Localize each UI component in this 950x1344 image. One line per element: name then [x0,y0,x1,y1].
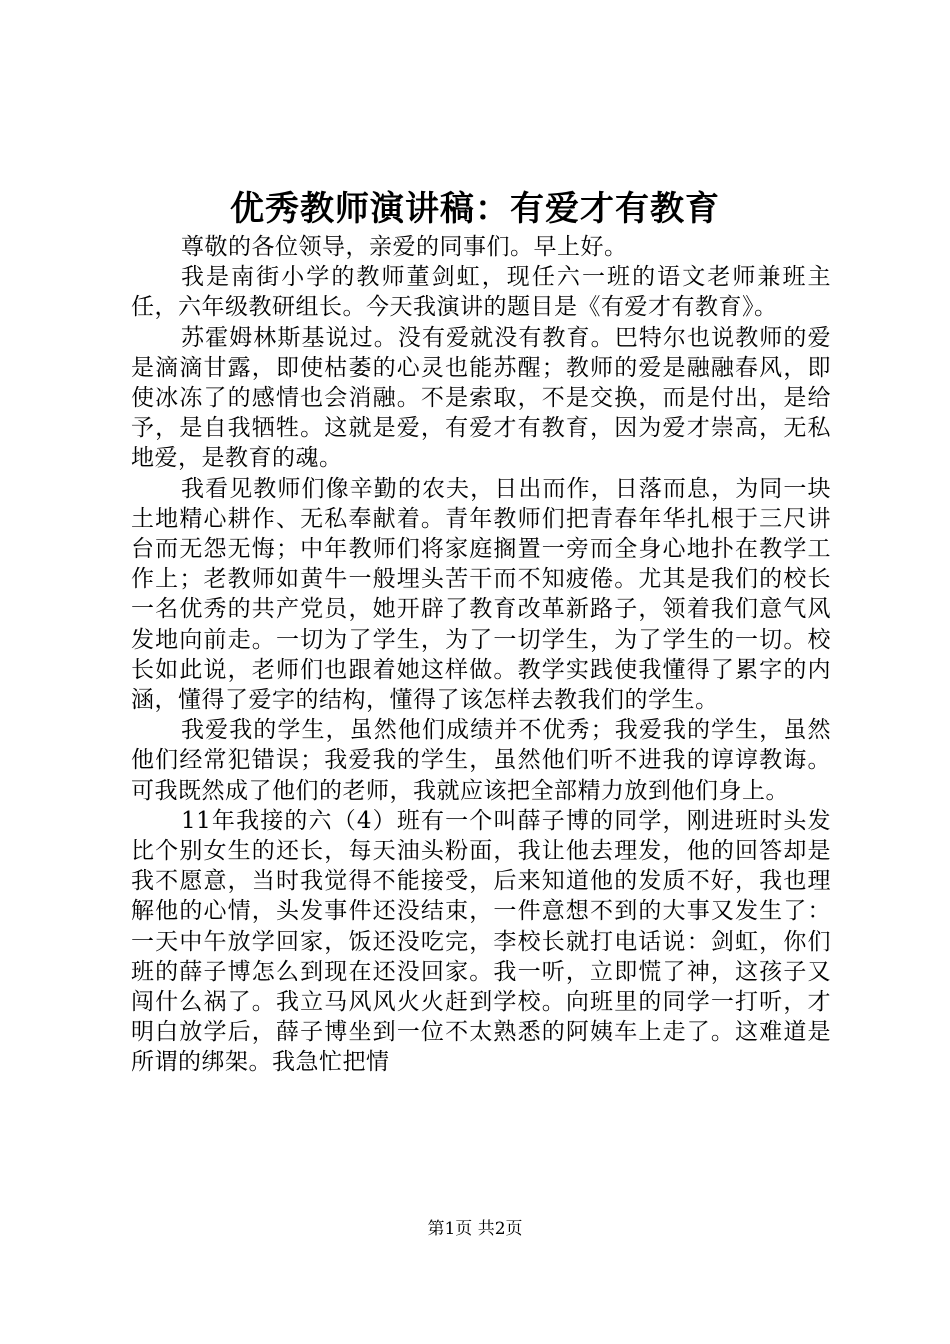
paragraph-introduction: 我是南街小学的教师董剑虹，现任六一班的语文老师兼班主任，六年级教研组长。今天我演讲的题目是《有爱才有教育》。 [131,264,831,321]
document-title: 优秀教师演讲稿：有爱才有教育 [230,189,720,229]
paragraph-greeting: 尊敬的各位领导，亲爱的同事们。早上好。 [181,234,628,260]
paragraph-teachers: 我看见教师们像辛勤的农夫，日出而作，日落而息，为同一块土地精心耕作、无私奉献着。青年教师们把青春年华扎根于三尺讲台而无怨无悔；中年教师们将家庭搁置一旁而全身心地扑在教学工作上；老教师如黄牛一般埋头苦干而不知疲倦。尤其是我们的校长一名优秀的共产党员，她开辟了教育改革新路子，领着我们意气风发地向前走。一切为了学生，为了一切学生，为了学生的一切。校长如此说，老师们也跟着她这样做。教学实践使我懂得了累字的内涵，懂得了爱字的结构，懂得了该怎样去教我们的学生。 [131,475,831,714]
paragraph-story: 11年我接的六（4）班有一个叫薛子博的同学，刚进班时头发比个别女生的还长，每天油头粉面，我让他去理发，他的回答却是我不愿意，当时我觉得不能接受，后来知道他的发质不好，我也理解他的心情，头发事件还没结束，一件意想不到的大事又发生了：一天中午放学回家，饭还没吃完，李校长就打电话说：剑虹，你们班的薛子博怎么到现在还没回家。我一听，立即慌了神，这孩子又闯什么祸了。我立马风风火火赶到学校。向班里的同学一打听，才明白放学后，薛子博坐到一位不太熟悉的阿姨车上走了。这难道是所谓的绑架。我急忙把情 [131,807,831,1076]
paragraph-quote: 苏霍姆林斯基说过。没有爱就没有教育。巴特尔也说教师的爱是滴滴甘露，即使枯萎的心灵也能苏醒；教师的爱是融融春风，即使冰冻了的感情也会消融。不是索取，不是交换，而是付出，是给予，是自我牺牲。这就是爱，有爱才有教育，因为爱才崇高，无私地爱，是教育的魂。 [131,324,831,472]
page-number-footer: 第1页 共2页 [427,1219,523,1239]
paragraph-love-students: 我爱我的学生，虽然他们成绩并不优秀；我爱我的学生，虽然他们经常犯错误；我爱我的学生，虽然他们听不进我的谆谆教诲。可我既然成了他们的老师，我就应该把全部精力放到他们身上。 [131,717,831,804]
document-body [131,232,831,1078]
